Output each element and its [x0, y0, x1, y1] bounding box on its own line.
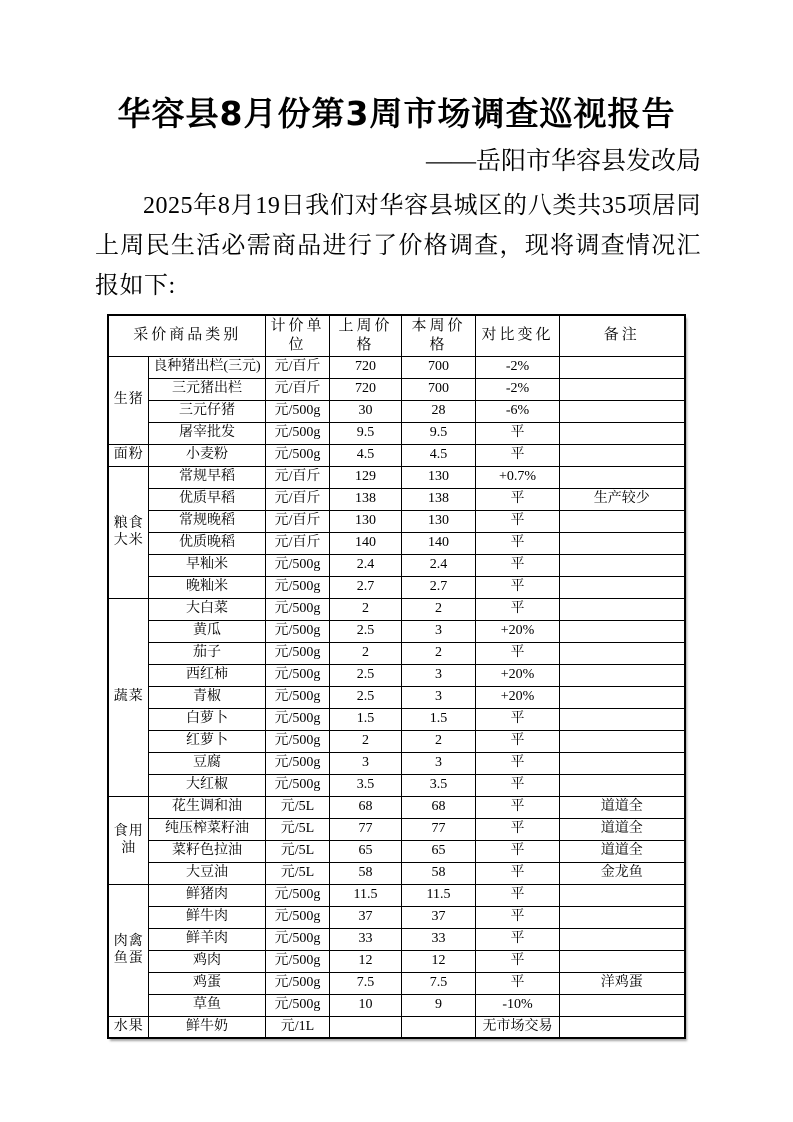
- this-week-price-cell: 130: [402, 510, 476, 532]
- header-this-week-price: 本周价格: [402, 315, 476, 356]
- unit-cell: 元/500g: [266, 730, 330, 752]
- unit-cell: 元/百斤: [266, 466, 330, 488]
- remark-cell: [560, 378, 685, 400]
- unit-cell: 元/500g: [266, 994, 330, 1016]
- remark-cell: [560, 994, 685, 1016]
- product-name-cell: 鸡肉: [148, 950, 265, 972]
- remark-cell: 道道全: [560, 840, 685, 862]
- remark-cell: [560, 686, 685, 708]
- unit-cell: 元/500g: [266, 906, 330, 928]
- table-row: [108, 840, 684, 862]
- category-cell: 面粉: [108, 444, 148, 466]
- remark-cell: [560, 1016, 685, 1038]
- remark-cell: [560, 620, 685, 642]
- last-week-price-cell: 129: [330, 466, 402, 488]
- product-name-cell: 大红椒: [148, 774, 265, 796]
- last-week-price-cell: 9.5: [330, 422, 402, 444]
- table-row: [108, 994, 684, 1016]
- table-body: [108, 356, 684, 1038]
- this-week-price-cell: 3: [402, 620, 476, 642]
- this-week-price-cell: 1.5: [402, 708, 476, 730]
- table-row: [108, 972, 684, 994]
- this-week-price-cell: 700: [402, 378, 476, 400]
- last-week-price-cell: 10: [330, 994, 402, 1016]
- table-row: [108, 796, 684, 818]
- this-week-price-cell: 4.5: [402, 444, 476, 466]
- last-week-price-cell: 3.5: [330, 774, 402, 796]
- change-cell: 平: [476, 708, 560, 730]
- change-cell: +20%: [476, 620, 560, 642]
- this-week-price-cell: 37: [402, 906, 476, 928]
- last-week-price-cell: [330, 1016, 402, 1038]
- this-week-price-cell: 3: [402, 664, 476, 686]
- remark-cell: [560, 928, 685, 950]
- product-name-cell: 鲜猪肉: [148, 884, 265, 906]
- change-cell: 平: [476, 884, 560, 906]
- unit-cell: 元/百斤: [266, 532, 330, 554]
- last-week-price-cell: 2.5: [330, 686, 402, 708]
- category-cell: 食用油: [108, 796, 148, 884]
- table-row: [108, 400, 684, 422]
- change-cell: 平: [476, 510, 560, 532]
- table-row: [108, 510, 684, 532]
- category-cell: 粮食大米: [108, 466, 148, 598]
- last-week-price-cell: 11.5: [330, 884, 402, 906]
- table-row: [108, 1016, 684, 1038]
- table-row: [108, 598, 684, 620]
- product-name-cell: 优质早稻: [148, 488, 265, 510]
- product-name-cell: 鲜羊肉: [148, 928, 265, 950]
- product-name-cell: 黄瓜: [148, 620, 265, 642]
- unit-cell: 元/百斤: [266, 488, 330, 510]
- this-week-price-cell: 3: [402, 686, 476, 708]
- unit-cell: 元/500g: [266, 884, 330, 906]
- table-row: [108, 686, 684, 708]
- table-row: [108, 774, 684, 796]
- change-cell: 平: [476, 972, 560, 994]
- table-row: [108, 708, 684, 730]
- unit-cell: 元/500g: [266, 642, 330, 664]
- this-week-price-cell: 3: [402, 752, 476, 774]
- remark-cell: [560, 730, 685, 752]
- change-cell: 平: [476, 554, 560, 576]
- remark-cell: 金龙鱼: [560, 862, 685, 884]
- last-week-price-cell: 3: [330, 752, 402, 774]
- this-week-price-cell: 140: [402, 532, 476, 554]
- remark-cell: [560, 466, 685, 488]
- remark-cell: [560, 532, 685, 554]
- last-week-price-cell: 2.7: [330, 576, 402, 598]
- product-name-cell: 大白菜: [148, 598, 265, 620]
- unit-cell: 元/500g: [266, 774, 330, 796]
- unit-cell: 元/百斤: [266, 356, 330, 378]
- this-week-price-cell: 2: [402, 730, 476, 752]
- last-week-price-cell: 68: [330, 796, 402, 818]
- change-cell: 平: [476, 752, 560, 774]
- unit-cell: 元/5L: [266, 818, 330, 840]
- product-name-cell: 优质晚稻: [148, 532, 265, 554]
- this-week-price-cell: 12: [402, 950, 476, 972]
- remark-cell: [560, 774, 685, 796]
- table-row: [108, 950, 684, 972]
- unit-cell: 元/1L: [266, 1016, 330, 1038]
- remark-cell: [560, 444, 685, 466]
- product-name-cell: 鲜牛奶: [148, 1016, 265, 1038]
- remark-cell: [560, 356, 685, 378]
- header-pricing-unit: 计价单位: [266, 315, 330, 356]
- change-cell: 平: [476, 818, 560, 840]
- remark-cell: 洋鸡蛋: [560, 972, 685, 994]
- last-week-price-cell: 65: [330, 840, 402, 862]
- this-week-price-cell: 68: [402, 796, 476, 818]
- product-name-cell: 早籼米: [148, 554, 265, 576]
- last-week-price-cell: 130: [330, 510, 402, 532]
- table-row: [108, 466, 684, 488]
- last-week-price-cell: 720: [330, 378, 402, 400]
- last-week-price-cell: 2.4: [330, 554, 402, 576]
- product-name-cell: 西红柿: [148, 664, 265, 686]
- table-row: [108, 576, 684, 598]
- change-cell: 平: [476, 928, 560, 950]
- unit-cell: 元/500g: [266, 576, 330, 598]
- category-cell: 蔬菜: [108, 598, 148, 796]
- last-week-price-cell: 77: [330, 818, 402, 840]
- unit-cell: 元/500g: [266, 972, 330, 994]
- last-week-price-cell: 4.5: [330, 444, 402, 466]
- this-week-price-cell: 28: [402, 400, 476, 422]
- last-week-price-cell: 2.5: [330, 664, 402, 686]
- this-week-price-cell: 9.5: [402, 422, 476, 444]
- product-name-cell: 小麦粉: [148, 444, 265, 466]
- change-cell: 无市场交易: [476, 1016, 560, 1038]
- table-row: [108, 730, 684, 752]
- product-name-cell: 纯压榨菜籽油: [148, 818, 265, 840]
- unit-cell: 元/500g: [266, 620, 330, 642]
- unit-cell: 元/500g: [266, 664, 330, 686]
- last-week-price-cell: 33: [330, 928, 402, 950]
- change-cell: 平: [476, 488, 560, 510]
- last-week-price-cell: 2: [330, 730, 402, 752]
- remark-cell: [560, 950, 685, 972]
- table-row: [108, 906, 684, 928]
- product-name-cell: 红萝卜: [148, 730, 265, 752]
- product-name-cell: 花生调和油: [148, 796, 265, 818]
- this-week-price-cell: 2: [402, 642, 476, 664]
- remark-cell: [560, 554, 685, 576]
- change-cell: 平: [476, 444, 560, 466]
- change-cell: 平: [476, 774, 560, 796]
- table-row: [108, 642, 684, 664]
- last-week-price-cell: 2.5: [330, 620, 402, 642]
- change-cell: 平: [476, 950, 560, 972]
- header-remark: 备注: [560, 315, 685, 356]
- remark-cell: 道道全: [560, 796, 685, 818]
- table-row: [108, 378, 684, 400]
- remark-cell: [560, 664, 685, 686]
- last-week-price-cell: 30: [330, 400, 402, 422]
- this-week-price-cell: 2.7: [402, 576, 476, 598]
- unit-cell: 元/百斤: [266, 378, 330, 400]
- unit-cell: 元/500g: [266, 598, 330, 620]
- product-name-cell: 屠宰批发: [148, 422, 265, 444]
- change-cell: 平: [476, 730, 560, 752]
- remark-cell: 道道全: [560, 818, 685, 840]
- product-name-cell: 良种猪出栏(三元): [148, 356, 265, 378]
- unit-cell: 元/5L: [266, 796, 330, 818]
- unit-cell: 元/500g: [266, 554, 330, 576]
- change-cell: -2%: [476, 378, 560, 400]
- change-cell: 平: [476, 840, 560, 862]
- page-title: 华容县8月份第3周市场调查巡视报告: [117, 94, 676, 133]
- category-cell: 生猪: [108, 356, 148, 444]
- this-week-price-cell: 9: [402, 994, 476, 1016]
- change-cell: +20%: [476, 664, 560, 686]
- this-week-price-cell: 130: [402, 466, 476, 488]
- product-name-cell: 常规早稻: [148, 466, 265, 488]
- change-cell: 平: [476, 532, 560, 554]
- last-week-price-cell: 7.5: [330, 972, 402, 994]
- remark-cell: [560, 884, 685, 906]
- this-week-price-cell: 700: [402, 356, 476, 378]
- header-last-week-price: 上周价格: [330, 315, 402, 356]
- change-cell: -10%: [476, 994, 560, 1016]
- this-week-price-cell: 11.5: [402, 884, 476, 906]
- change-cell: 平: [476, 422, 560, 444]
- unit-cell: 元/500g: [266, 422, 330, 444]
- last-week-price-cell: 138: [330, 488, 402, 510]
- change-cell: -6%: [476, 400, 560, 422]
- change-cell: 平: [476, 862, 560, 884]
- table-row: [108, 422, 684, 444]
- unit-cell: 元/500g: [266, 708, 330, 730]
- unit-cell: 元/500g: [266, 686, 330, 708]
- unit-cell: 元/500g: [266, 950, 330, 972]
- unit-cell: 元/5L: [266, 840, 330, 862]
- table-row: [108, 488, 684, 510]
- product-name-cell: 菜籽色拉油: [148, 840, 265, 862]
- remark-cell: [560, 708, 685, 730]
- last-week-price-cell: 12: [330, 950, 402, 972]
- product-name-cell: 鲜牛肉: [148, 906, 265, 928]
- header-change: 对比变化: [476, 315, 560, 356]
- product-name-cell: 鸡蛋: [148, 972, 265, 994]
- table-row: [108, 664, 684, 686]
- this-week-price-cell: 65: [402, 840, 476, 862]
- table-header: [108, 315, 684, 356]
- category-cell: 水果: [108, 1016, 148, 1038]
- product-name-cell: 三元猪出栏: [148, 378, 265, 400]
- last-week-price-cell: 58: [330, 862, 402, 884]
- this-week-price-cell: 33: [402, 928, 476, 950]
- table-row: [108, 928, 684, 950]
- remark-cell: [560, 576, 685, 598]
- this-week-price-cell: 2: [402, 598, 476, 620]
- last-week-price-cell: 1.5: [330, 708, 402, 730]
- last-week-price-cell: 140: [330, 532, 402, 554]
- header-row: [108, 315, 684, 356]
- change-cell: -2%: [476, 356, 560, 378]
- price-survey-table: [107, 314, 685, 1039]
- this-week-price-cell: 138: [402, 488, 476, 510]
- product-name-cell: 豆腐: [148, 752, 265, 774]
- header-commodity-category: 采价商品类别: [108, 315, 265, 356]
- change-cell: 平: [476, 576, 560, 598]
- table-row: [108, 444, 684, 466]
- change-cell: +20%: [476, 686, 560, 708]
- product-name-cell: 大豆油: [148, 862, 265, 884]
- this-week-price-cell: 3.5: [402, 774, 476, 796]
- unit-cell: 元/5L: [266, 862, 330, 884]
- table-row: [108, 554, 684, 576]
- product-name-cell: 白萝卜: [148, 708, 265, 730]
- remark-cell: [560, 906, 685, 928]
- this-week-price-cell: 58: [402, 862, 476, 884]
- unit-cell: 元/500g: [266, 444, 330, 466]
- table-row: [108, 532, 684, 554]
- change-cell: 平: [476, 642, 560, 664]
- table-row: [108, 862, 684, 884]
- remark-cell: [560, 752, 685, 774]
- product-name-cell: 青椒: [148, 686, 265, 708]
- this-week-price-cell: [402, 1016, 476, 1038]
- product-name-cell: 草鱼: [148, 994, 265, 1016]
- category-cell: 肉禽鱼蛋: [108, 884, 148, 1016]
- remark-cell: [560, 598, 685, 620]
- this-week-price-cell: 2.4: [402, 554, 476, 576]
- change-cell: 平: [476, 906, 560, 928]
- last-week-price-cell: 2: [330, 598, 402, 620]
- byline: ——岳阳市华容县发改局: [425, 148, 701, 175]
- this-week-price-cell: 7.5: [402, 972, 476, 994]
- last-week-price-cell: 2: [330, 642, 402, 664]
- table-row: [108, 752, 684, 774]
- remark-cell: [560, 400, 685, 422]
- table-row: [108, 818, 684, 840]
- change-cell: 平: [476, 598, 560, 620]
- unit-cell: 元/500g: [266, 928, 330, 950]
- unit-cell: 元/500g: [266, 400, 330, 422]
- product-name-cell: 茄子: [148, 642, 265, 664]
- table-row: [108, 356, 684, 378]
- unit-cell: 元/500g: [266, 752, 330, 774]
- change-cell: +0.7%: [476, 466, 560, 488]
- remark-cell: [560, 510, 685, 532]
- last-week-price-cell: 37: [330, 906, 402, 928]
- intro-paragraph: 2025年8月19日我们对华容县城区的八类共35项居同上周民生活必需商品进行了价格调查，现将调查情况汇报如下:: [95, 193, 701, 299]
- last-week-price-cell: 720: [330, 356, 402, 378]
- product-name-cell: 晚籼米: [148, 576, 265, 598]
- remark-cell: 生产较少: [560, 488, 685, 510]
- product-name-cell: 三元仔猪: [148, 400, 265, 422]
- change-cell: 平: [476, 796, 560, 818]
- table-row: [108, 620, 684, 642]
- remark-cell: [560, 422, 685, 444]
- unit-cell: 元/百斤: [266, 510, 330, 532]
- product-name-cell: 常规晚稻: [148, 510, 265, 532]
- this-week-price-cell: 77: [402, 818, 476, 840]
- remark-cell: [560, 642, 685, 664]
- table-row: [108, 884, 684, 906]
